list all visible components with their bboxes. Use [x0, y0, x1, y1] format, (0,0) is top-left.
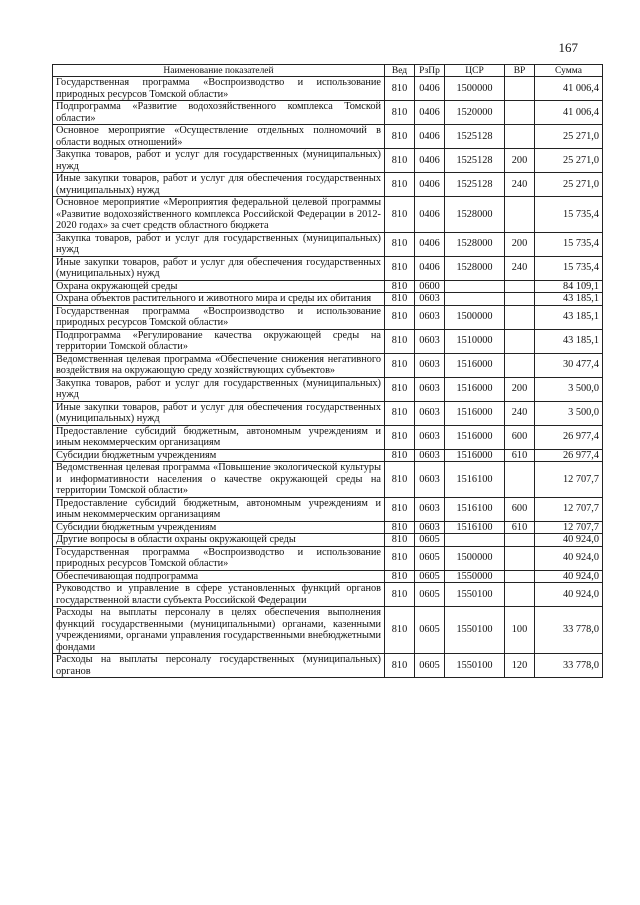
- table-row: [53, 173, 603, 197]
- cell-sum: 40 924,0: [535, 583, 603, 607]
- cell-ved: 810: [385, 570, 415, 583]
- header-sum: Сумма: [535, 65, 603, 77]
- table-row: [53, 329, 603, 353]
- cell-name: Предоставление субсидий бюджетным, автономным учреждениям и иным некоммерческим организациям: [53, 497, 385, 521]
- cell-name: Субсидии бюджетным учреждениям: [53, 521, 385, 534]
- table-row: [53, 546, 603, 570]
- cell-rzpr: 0603: [415, 377, 445, 401]
- header-rzpr: РзПр: [415, 65, 445, 77]
- cell-ved: 810: [385, 534, 415, 547]
- cell-sum: 43 185,1: [535, 293, 603, 306]
- cell-vr: 120: [505, 654, 535, 678]
- table-row: [53, 149, 603, 173]
- cell-name: Подпрограмма «Развитие водохозяйственного комплекса Томской области»: [53, 101, 385, 125]
- cell-csr: 1516000: [445, 353, 505, 377]
- header-csr: ЦСР: [445, 65, 505, 77]
- cell-vr: [505, 77, 535, 101]
- cell-csr: 1516100: [445, 462, 505, 498]
- table-row: [53, 534, 603, 547]
- cell-ved: 810: [385, 449, 415, 462]
- cell-ved: 810: [385, 101, 415, 125]
- cell-sum: 25 271,0: [535, 125, 603, 149]
- cell-sum: 40 924,0: [535, 534, 603, 547]
- cell-sum: 3 500,0: [535, 401, 603, 425]
- cell-ved: 810: [385, 353, 415, 377]
- cell-csr: 1528000: [445, 232, 505, 256]
- table-row: [53, 462, 603, 498]
- cell-rzpr: 0605: [415, 654, 445, 678]
- cell-name: Государственная программа «Воспроизводство и использование природных ресурсов Томской области»: [53, 77, 385, 101]
- cell-name: Другие вопросы в области охраны окружающей среды: [53, 534, 385, 547]
- table-row: [53, 197, 603, 233]
- cell-vr: [505, 570, 535, 583]
- cell-rzpr: 0603: [415, 462, 445, 498]
- cell-csr: 1500000: [445, 546, 505, 570]
- cell-vr: [505, 305, 535, 329]
- cell-rzpr: 0603: [415, 293, 445, 306]
- table-row: [53, 232, 603, 256]
- cell-vr: 240: [505, 256, 535, 280]
- cell-rzpr: 0603: [415, 353, 445, 377]
- cell-csr: 1510000: [445, 329, 505, 353]
- table-header-row: [53, 65, 603, 77]
- cell-name: Обеспечивающая подпрограмма: [53, 570, 385, 583]
- header-vr: ВР: [505, 65, 535, 77]
- cell-csr: 1550100: [445, 583, 505, 607]
- cell-vr: 200: [505, 377, 535, 401]
- cell-ved: 810: [385, 329, 415, 353]
- cell-csr: [445, 534, 505, 547]
- cell-ved: 810: [385, 607, 415, 654]
- cell-name: Охрана объектов растительного и животного мира и среды их обитания: [53, 293, 385, 306]
- budget-table: [52, 64, 603, 678]
- cell-rzpr: 0406: [415, 232, 445, 256]
- cell-csr: 1516100: [445, 497, 505, 521]
- table-row: [53, 497, 603, 521]
- cell-name: Расходы на выплаты персоналу в целях обеспечения выполнения функций государственными (муниципальными) органами, казенными учреждениями, органами управления государственными внебюджетными фондами: [53, 607, 385, 654]
- cell-vr: 600: [505, 425, 535, 449]
- cell-ved: 810: [385, 305, 415, 329]
- cell-ved: 810: [385, 583, 415, 607]
- cell-vr: [505, 197, 535, 233]
- table-row: [53, 607, 603, 654]
- cell-csr: 1550000: [445, 570, 505, 583]
- cell-name: Ведомственная целевая программа «Обеспечение снижения негативного воздействия на окружающую среду хозяйствующих субъектов»: [53, 353, 385, 377]
- cell-ved: 810: [385, 256, 415, 280]
- cell-ved: 810: [385, 521, 415, 534]
- cell-sum: 30 477,4: [535, 353, 603, 377]
- cell-rzpr: 0603: [415, 521, 445, 534]
- cell-vr: [505, 534, 535, 547]
- cell-vr: [505, 280, 535, 293]
- cell-ved: 810: [385, 232, 415, 256]
- cell-name: Ведомственная целевая программа «Повышение экологической культуры и информативности населения о качестве окружающей среды на территории Томской области»: [53, 462, 385, 498]
- cell-name: Основное мероприятие «Мероприятия федеральной целевой программы «Развитие водохозяйственного комплекса Российской Федерации в 2012-2020 годах» за счет средств областного бюджета: [53, 197, 385, 233]
- cell-name: Иные закупки товаров, работ и услуг для обеспечения государственных (муниципальных) нужд: [53, 173, 385, 197]
- cell-sum: 15 735,4: [535, 256, 603, 280]
- cell-csr: 1525128: [445, 149, 505, 173]
- cell-rzpr: 0406: [415, 173, 445, 197]
- cell-sum: 25 271,0: [535, 149, 603, 173]
- cell-name: Основное мероприятие «Осуществление отдельных полномочий в области водных отношений»: [53, 125, 385, 149]
- header-name: Наименование показателей: [53, 65, 385, 77]
- cell-vr: 100: [505, 607, 535, 654]
- cell-sum: 3 500,0: [535, 377, 603, 401]
- cell-ved: 810: [385, 425, 415, 449]
- cell-csr: 1528000: [445, 256, 505, 280]
- cell-rzpr: 0605: [415, 583, 445, 607]
- cell-rzpr: 0605: [415, 607, 445, 654]
- cell-vr: [505, 101, 535, 125]
- cell-sum: 12 707,7: [535, 462, 603, 498]
- cell-sum: 84 109,1: [535, 280, 603, 293]
- cell-name: Руководство и управление в сфере установленных функций органов государственной власти субъекта Российской Федерации: [53, 583, 385, 607]
- cell-name: Иные закупки товаров, работ и услуг для обеспечения государственных (муниципальных) нужд: [53, 401, 385, 425]
- cell-sum: 33 778,0: [535, 607, 603, 654]
- cell-vr: [505, 583, 535, 607]
- table-row: [53, 77, 603, 101]
- cell-name: Расходы на выплаты персоналу государственных (муниципальных) органов: [53, 654, 385, 678]
- cell-csr: 1516100: [445, 521, 505, 534]
- table-row: [53, 449, 603, 462]
- cell-rzpr: 0603: [415, 305, 445, 329]
- cell-sum: 12 707,7: [535, 521, 603, 534]
- cell-name: Субсидии бюджетным учреждениям: [53, 449, 385, 462]
- table-row: [53, 654, 603, 678]
- cell-rzpr: 0605: [415, 570, 445, 583]
- cell-name: Подпрограмма «Регулирование качества окружающей среды на территории Томской области»: [53, 329, 385, 353]
- cell-vr: 240: [505, 401, 535, 425]
- cell-vr: [505, 329, 535, 353]
- table-row: [53, 425, 603, 449]
- cell-vr: 610: [505, 449, 535, 462]
- cell-sum: 43 185,1: [535, 329, 603, 353]
- cell-ved: 810: [385, 377, 415, 401]
- cell-sum: 15 735,4: [535, 197, 603, 233]
- cell-name: Предоставление субсидий бюджетным, автономным учреждениям и иным некоммерческим организациям: [53, 425, 385, 449]
- cell-sum: 12 707,7: [535, 497, 603, 521]
- cell-ved: 810: [385, 125, 415, 149]
- cell-sum: 26 977,4: [535, 449, 603, 462]
- cell-csr: [445, 280, 505, 293]
- cell-rzpr: 0406: [415, 125, 445, 149]
- cell-sum: 25 271,0: [535, 173, 603, 197]
- cell-rzpr: 0603: [415, 401, 445, 425]
- cell-ved: 810: [385, 546, 415, 570]
- cell-vr: [505, 546, 535, 570]
- cell-name: Закупка товаров, работ и услуг для государственных (муниципальных) нужд: [53, 377, 385, 401]
- cell-rzpr: 0406: [415, 101, 445, 125]
- cell-name: Закупка товаров, работ и услуг для государственных (муниципальных) нужд: [53, 149, 385, 173]
- cell-name: Государственная программа «Воспроизводство и использование природных ресурсов Томской области»: [53, 305, 385, 329]
- cell-sum: 15 735,4: [535, 232, 603, 256]
- cell-sum: 40 924,0: [535, 546, 603, 570]
- cell-sum: 26 977,4: [535, 425, 603, 449]
- cell-rzpr: 0406: [415, 149, 445, 173]
- cell-csr: 1520000: [445, 101, 505, 125]
- table-row: [53, 101, 603, 125]
- cell-csr: 1516000: [445, 425, 505, 449]
- cell-name: Государственная программа «Воспроизводство и использование природных ресурсов Томской области»: [53, 546, 385, 570]
- cell-rzpr: 0406: [415, 256, 445, 280]
- cell-vr: 610: [505, 521, 535, 534]
- cell-vr: [505, 125, 535, 149]
- cell-csr: 1516000: [445, 401, 505, 425]
- cell-csr: [445, 293, 505, 306]
- cell-sum: 41 006,4: [535, 101, 603, 125]
- cell-ved: 810: [385, 197, 415, 233]
- cell-ved: 810: [385, 654, 415, 678]
- cell-rzpr: 0603: [415, 329, 445, 353]
- cell-csr: 1550100: [445, 607, 505, 654]
- cell-ved: 810: [385, 401, 415, 425]
- table-row: [53, 570, 603, 583]
- cell-csr: 1525128: [445, 125, 505, 149]
- cell-ved: 810: [385, 173, 415, 197]
- cell-csr: 1500000: [445, 305, 505, 329]
- page-number: 167: [558, 40, 578, 55]
- cell-name: Закупка товаров, работ и услуг для государственных (муниципальных) нужд: [53, 232, 385, 256]
- cell-rzpr: 0603: [415, 497, 445, 521]
- cell-vr: 600: [505, 497, 535, 521]
- cell-rzpr: 0406: [415, 197, 445, 233]
- table-row: [53, 521, 603, 534]
- cell-vr: [505, 293, 535, 306]
- cell-ved: 810: [385, 280, 415, 293]
- cell-vr: [505, 462, 535, 498]
- cell-csr: 1528000: [445, 197, 505, 233]
- header-ved: Вед: [385, 65, 415, 77]
- cell-rzpr: 0406: [415, 77, 445, 101]
- cell-vr: 200: [505, 149, 535, 173]
- cell-csr: 1516000: [445, 449, 505, 462]
- cell-csr: 1525128: [445, 173, 505, 197]
- cell-rzpr: 0605: [415, 546, 445, 570]
- table-row: [53, 280, 603, 293]
- cell-csr: 1500000: [445, 77, 505, 101]
- cell-vr: 240: [505, 173, 535, 197]
- cell-sum: 43 185,1: [535, 305, 603, 329]
- cell-vr: 200: [505, 232, 535, 256]
- cell-ved: 810: [385, 462, 415, 498]
- table-row: [53, 353, 603, 377]
- cell-sum: 41 006,4: [535, 77, 603, 101]
- table-row: [53, 401, 603, 425]
- table-row: [53, 293, 603, 306]
- table-row: [53, 305, 603, 329]
- cell-rzpr: 0603: [415, 425, 445, 449]
- cell-ved: 810: [385, 293, 415, 306]
- cell-ved: 810: [385, 149, 415, 173]
- cell-name: Иные закупки товаров, работ и услуг для обеспечения государственных (муниципальных) нужд: [53, 256, 385, 280]
- table-row: [53, 583, 603, 607]
- cell-rzpr: 0603: [415, 449, 445, 462]
- table-row: [53, 125, 603, 149]
- cell-sum: 33 778,0: [535, 654, 603, 678]
- cell-rzpr: 0605: [415, 534, 445, 547]
- cell-ved: 810: [385, 77, 415, 101]
- table-row: [53, 256, 603, 280]
- cell-csr: 1516000: [445, 377, 505, 401]
- cell-rzpr: 0600: [415, 280, 445, 293]
- table-row: [53, 377, 603, 401]
- cell-sum: 40 924,0: [535, 570, 603, 583]
- cell-vr: [505, 353, 535, 377]
- cell-csr: 1550100: [445, 654, 505, 678]
- cell-name: Охрана окружающей среды: [53, 280, 385, 293]
- cell-ved: 810: [385, 497, 415, 521]
